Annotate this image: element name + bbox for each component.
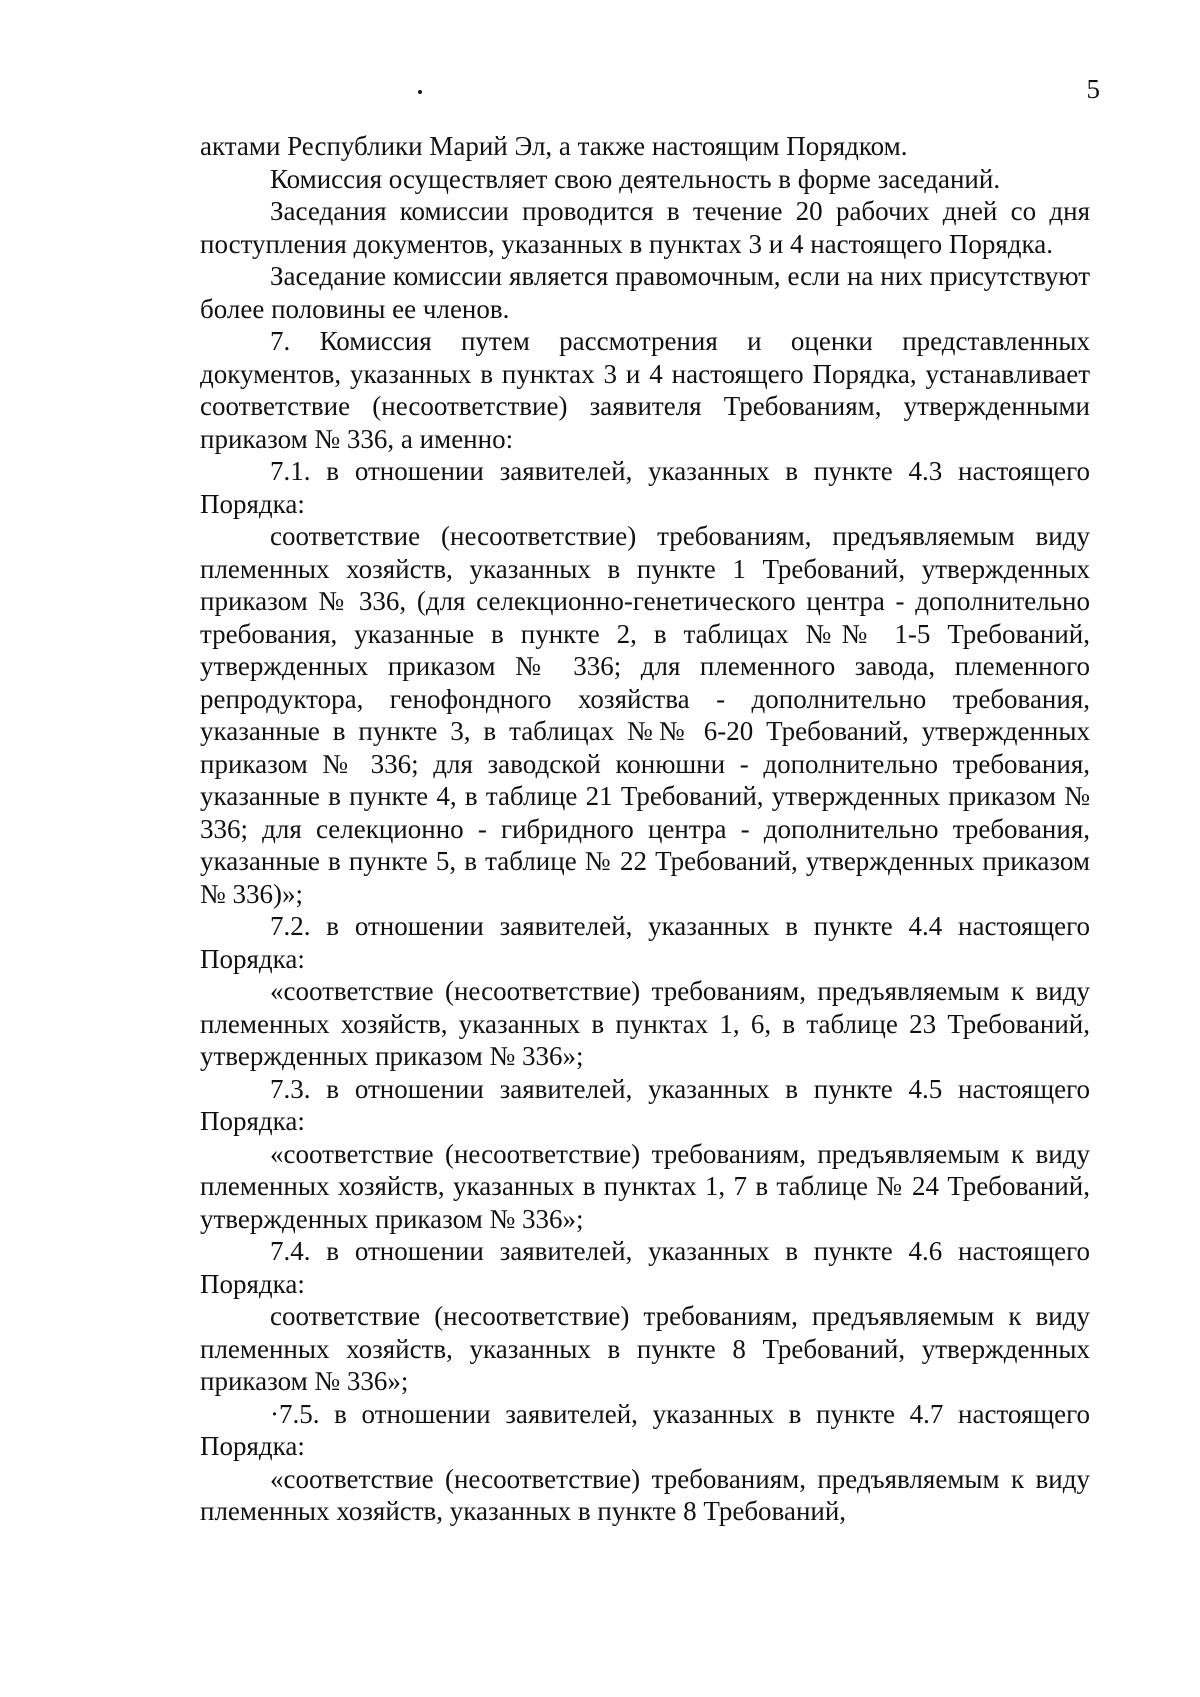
paragraph: соответствие (несоответствие) требованиям, предъявляемым к виду племенных хозяйств, указанных в пункте 8 Требований, утвержденных приказом № 336»;	[200, 1301, 1090, 1396]
page-number: 5	[1086, 74, 1100, 104]
paragraph: 7.2. в отношении заявителей, указанных в пункте 4.4 настоящего Порядка:	[200, 911, 1090, 974]
paragraph: Заседания комиссии проводится в течение 20 рабочих дней со дня поступления документов, указанных в пунктах 3 и 4 настоящего Порядка.	[200, 196, 1090, 259]
paragraph: «соответствие (несоответствие) требованиям, предъявляемым к виду племенных хозяйств, указанных в пункте 8 Требований,	[200, 1463, 1090, 1526]
paragraph: 7.3. в отношении заявителей, указанных в пункте 4.5 настоящего Порядка:	[200, 1073, 1090, 1136]
paragraph: «соответствие (несоответствие) требованиям, предъявляемым к виду племенных хозяйств, указанных в пунктах 1, 7 в таблице № 24 Требований, утвержденных приказом № 336»;	[200, 1138, 1090, 1234]
paragraph: Комиссия осуществляет свою деятельность в форме заседаний.	[270, 163, 1001, 194]
scan-speck	[418, 90, 422, 94]
paragraph: ·7.5. в отношении заявителей, указанных в пункте 4.7 настоящего Порядка:	[200, 1398, 1090, 1461]
paragraph: Заседание комиссии является правомочным, если на них присутствуют более половины ее членов.	[200, 261, 1090, 324]
paragraph: 7.4. в отношении заявителей, указанных в пункте 4.6 настоящего Порядка:	[200, 1236, 1090, 1299]
paragraph: актами Республики Марий Эл, а также настоящим Порядком.	[200, 131, 908, 161]
paragraph: соответствие (несоответствие) требованиям, предъявляемым виду племенных хозяйств, указанных в пункте 1 Требований, утвержденных приказом № 336, (для селекционно-генетического центра - дополнительно требования, указанные в пункте 2, в таблицах №№ 1-5 Требований, утвержденных приказом № 336; для племенного завода, племенного репродуктора, генофондного хозяйства - дополнительно требования, указанные в пункте 3, в таблицах №№ 6-20 Требований, утвержденных приказом № 336; для заводской конюшни - дополнительно требования, указанные в пункте 4, в таблице 21 Требований, утвержденных приказом № 336; для селекционно - гибридного центра - дополнительно требования, указанные в пункте 5, в таблице № 22 Требований, утвержденных приказом № 336)»;	[200, 521, 1090, 909]
document-body	[200, 130, 1090, 1528]
paragraph: «соответствие (несоответствие) требованиям, предъявляемым к виду племенных хозяйств, указанных в пунктах 1, 6, в таблице 23 Требований, утвержденных приказом № 336»;	[200, 976, 1090, 1071]
paragraph: 7.1. в отношении заявителей, указанных в пункте 4.3 настоящего Порядка:	[200, 456, 1090, 519]
paragraph: 7. Комиссия путем рассмотрения и оценки представленных документов, указанных в пунктах 3 и 4 настоящего Порядка, устанавливает соответствие (несоответствие) заявителя Требованиям, утвержденными приказом № 336, а именно:	[200, 326, 1090, 454]
